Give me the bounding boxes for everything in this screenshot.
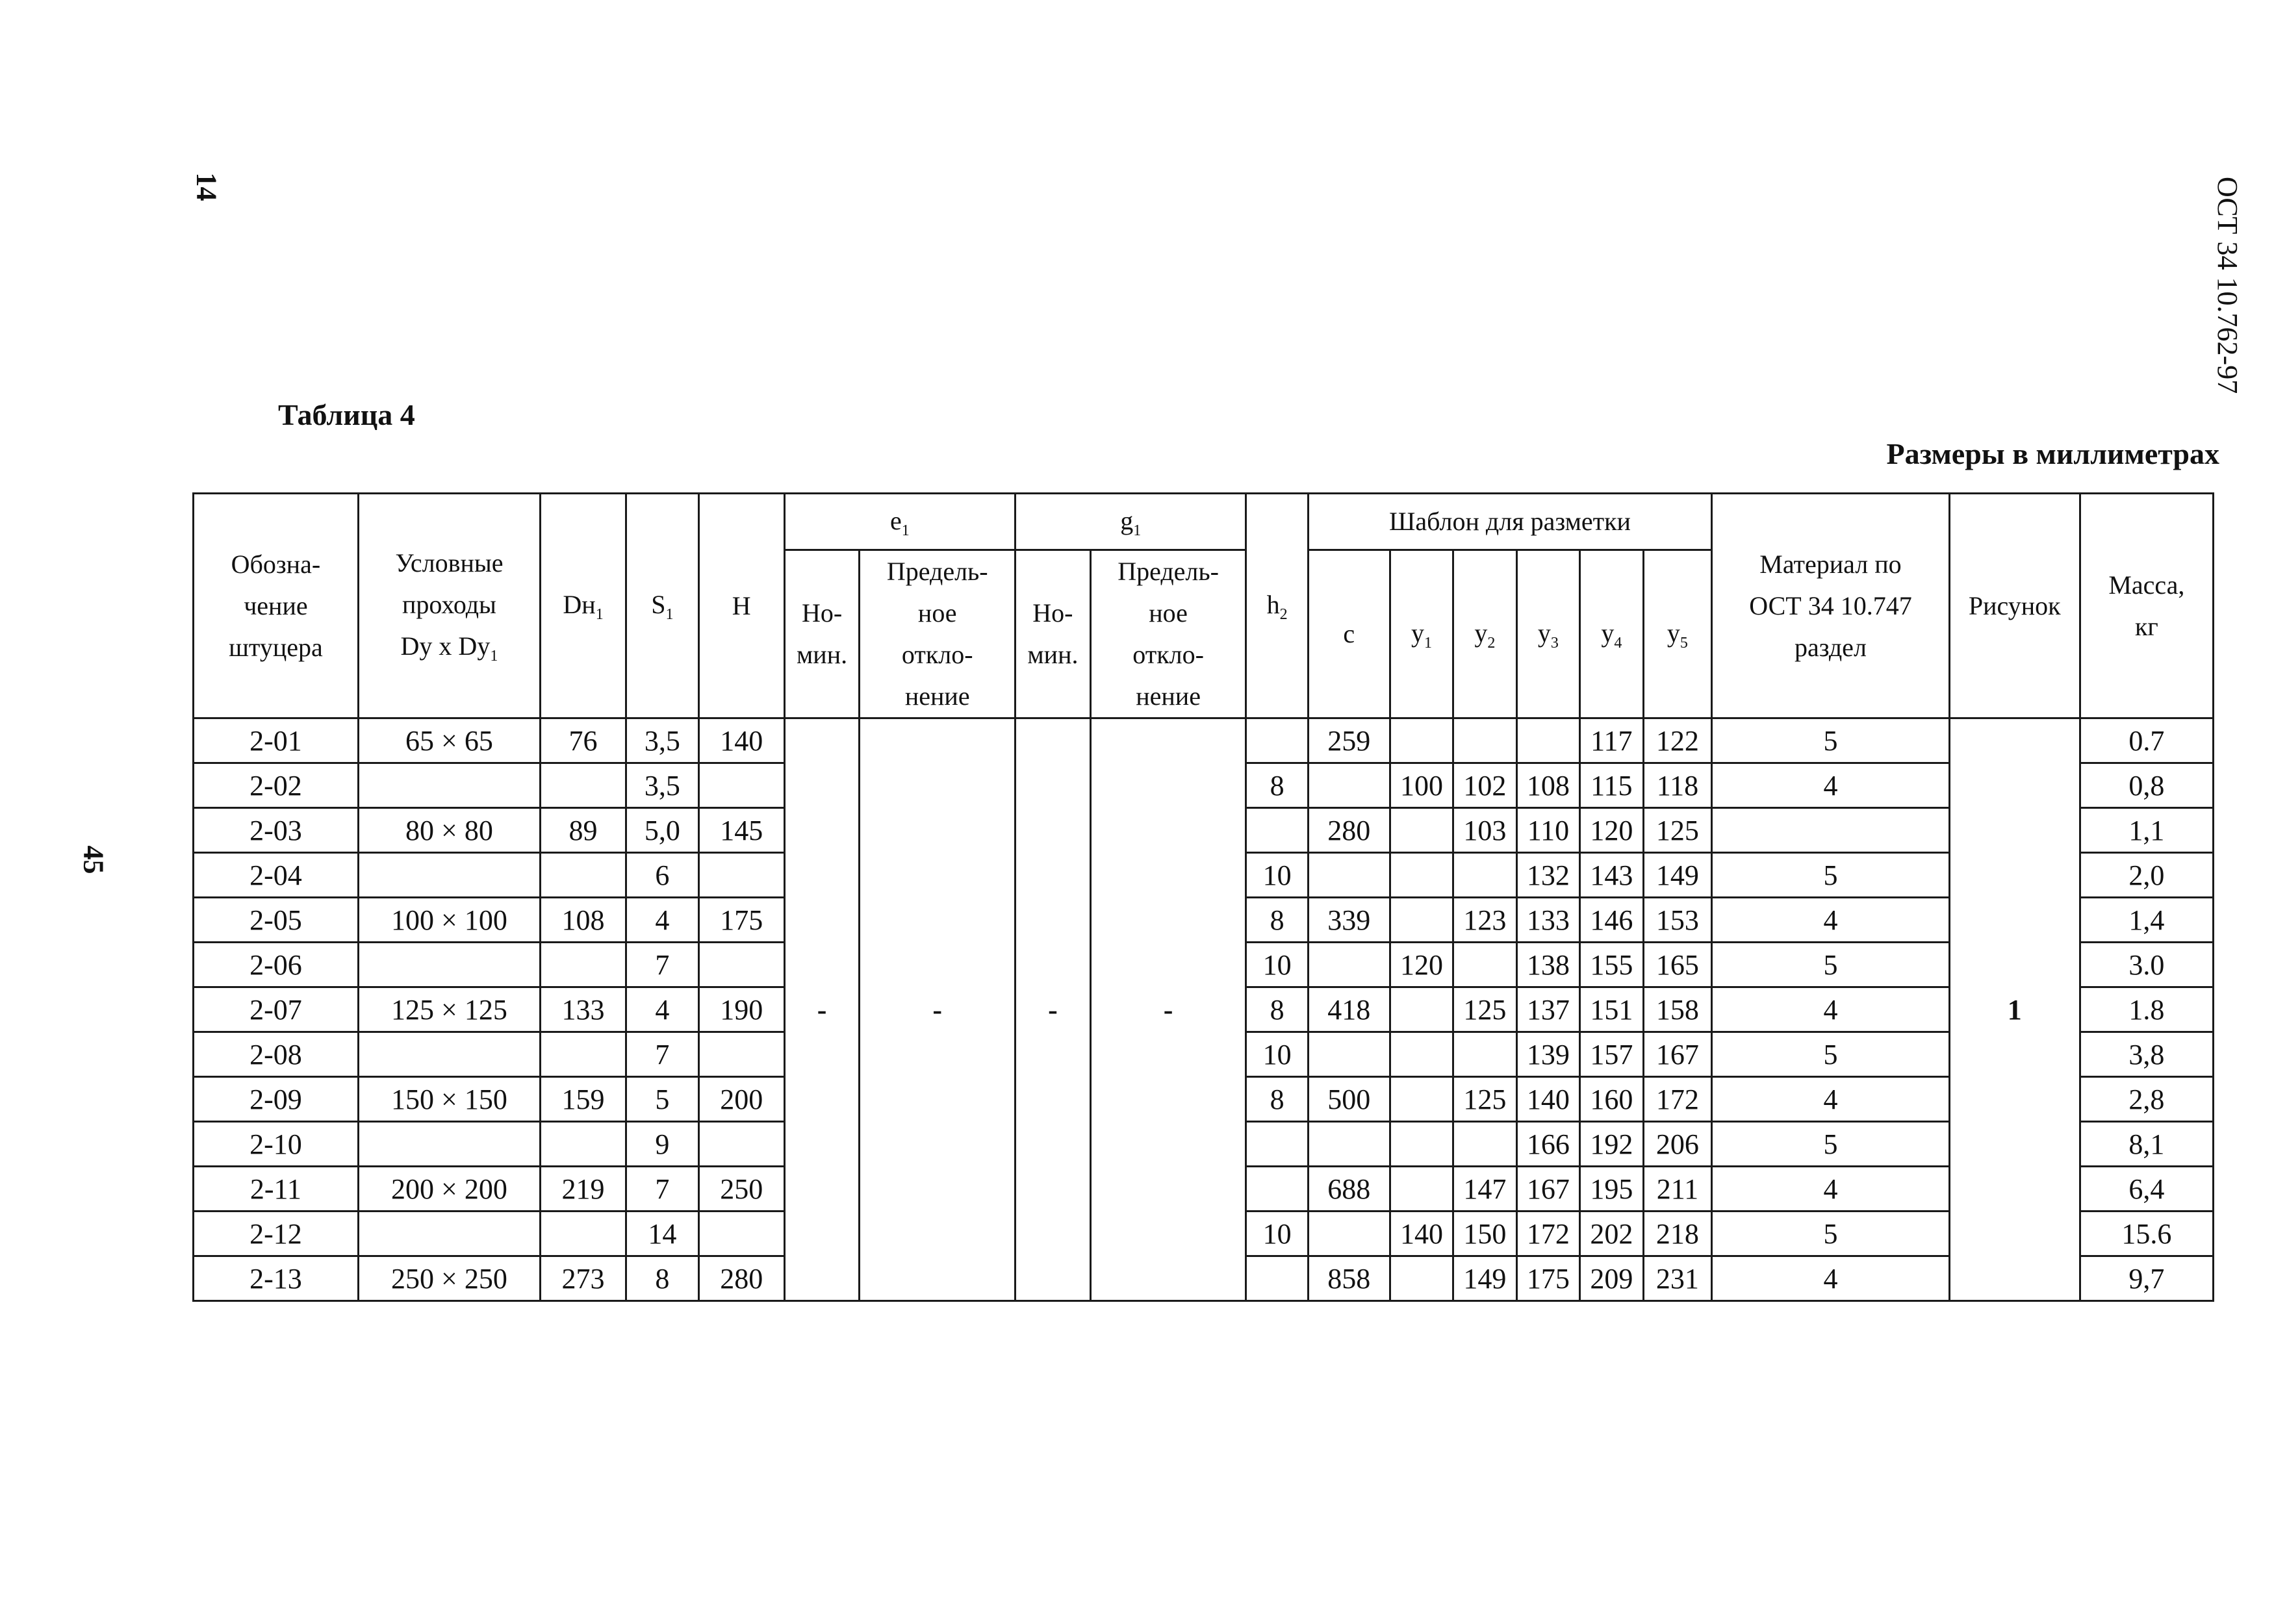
cell-h2: 8 <box>1246 987 1308 1032</box>
cell-mass: 3.0 <box>2080 943 2213 987</box>
cell-y1 <box>1390 1077 1453 1122</box>
cell-dn: 273 <box>541 1256 626 1301</box>
figure-number-cell: 1 <box>1949 718 2080 1301</box>
cell-y3: 108 <box>1516 763 1579 808</box>
cell-y5: 125 <box>1643 808 1712 853</box>
cell-dn <box>541 943 626 987</box>
cell-y5: 211 <box>1643 1167 1712 1212</box>
cell-mass: 1.8 <box>2080 987 2213 1032</box>
cell-dn: 76 <box>541 718 626 763</box>
cell-y4: 151 <box>1580 987 1643 1032</box>
cell-y4: 157 <box>1580 1032 1643 1077</box>
cell-y5: 118 <box>1643 763 1712 808</box>
cell-id: 2-02 <box>194 763 359 808</box>
cell-y1 <box>1390 1032 1453 1077</box>
cell-mat: 5 <box>1712 1122 1950 1167</box>
cell-dy: 150 × 150 <box>358 1077 540 1122</box>
cell-c <box>1308 853 1390 898</box>
header-e1: $e_1$ <box>784 494 1015 550</box>
cell-y3 <box>1516 718 1579 763</box>
cell-c: 339 <box>1308 898 1390 943</box>
cell-mass: 1,4 <box>2080 898 2213 943</box>
cell-c <box>1308 1212 1390 1256</box>
cell-s: 3,5 <box>626 763 699 808</box>
cell-y3: 110 <box>1516 808 1579 853</box>
cell-dn: 108 <box>541 898 626 943</box>
cell-y2 <box>1453 853 1516 898</box>
cell-y2 <box>1453 1032 1516 1077</box>
cell-dy: 65 × 65 <box>358 718 540 763</box>
cell-y1 <box>1390 898 1453 943</box>
cell-y1 <box>1390 1256 1453 1301</box>
cell-mat: 4 <box>1712 898 1950 943</box>
cell-h2 <box>1246 1122 1308 1167</box>
cell-id: 2-13 <box>194 1256 359 1301</box>
cell-h <box>698 1122 784 1167</box>
header-g1-nominal: Но- мин. <box>1016 550 1091 718</box>
cell-dy <box>358 853 540 898</box>
cell-mat: 5 <box>1712 1212 1950 1256</box>
cell-y1: 120 <box>1390 943 1453 987</box>
cell-s: 8 <box>626 1256 699 1301</box>
cell-h2: 8 <box>1246 763 1308 808</box>
header-s1: $S_1$ <box>626 494 699 718</box>
cell-dn <box>541 1122 626 1167</box>
cell-dn: 219 <box>541 1167 626 1212</box>
cell-y3: 175 <box>1516 1256 1579 1301</box>
cell-y2: 103 <box>1453 808 1516 853</box>
cell-y2: 102 <box>1453 763 1516 808</box>
cell-mass: 1,1 <box>2080 808 2213 853</box>
cell-y3: 167 <box>1516 1167 1579 1212</box>
cell-id: 2-07 <box>194 987 359 1032</box>
cell-dn <box>541 853 626 898</box>
cell-h <box>698 853 784 898</box>
cell-dy: 80 × 80 <box>358 808 540 853</box>
cell-h2 <box>1246 808 1308 853</box>
dash-cell: - <box>860 718 1016 1301</box>
cell-mat: 4 <box>1712 1256 1950 1301</box>
cell-mass: 2,0 <box>2080 853 2213 898</box>
header-c: c <box>1308 550 1390 718</box>
cell-y5: 231 <box>1643 1256 1712 1301</box>
cell-h2: 8 <box>1246 1077 1308 1122</box>
fittings-table <box>192 492 2214 1302</box>
cell-s: 5,0 <box>626 808 699 853</box>
cell-dn <box>541 763 626 808</box>
cell-c <box>1308 1122 1390 1167</box>
header-nominal-bore: Условные проходы Dy x $Dy_1$ <box>358 494 540 718</box>
cell-c: 280 <box>1308 808 1390 853</box>
cell-h2: 10 <box>1246 1212 1308 1256</box>
cell-s: 7 <box>626 1032 699 1077</box>
cell-h: 250 <box>698 1167 784 1212</box>
header-y3: $y_3$ <box>1516 550 1579 718</box>
header-designation: Обозна- чение штуцера <box>194 494 359 718</box>
header-template: Шаблон для разметки <box>1308 494 1711 550</box>
cell-dy: 125 × 125 <box>358 987 540 1032</box>
cell-dn: 89 <box>541 808 626 853</box>
cell-c: 259 <box>1308 718 1390 763</box>
cell-y3: 138 <box>1516 943 1579 987</box>
cell-y3: 166 <box>1516 1122 1579 1167</box>
cell-h2: 10 <box>1246 943 1308 987</box>
cell-y5: 153 <box>1643 898 1712 943</box>
cell-y2: 123 <box>1453 898 1516 943</box>
cell-h: 140 <box>698 718 784 763</box>
cell-y3: 140 <box>1516 1077 1579 1122</box>
cell-y4: 146 <box>1580 898 1643 943</box>
cell-dy <box>358 1122 540 1167</box>
cell-c <box>1308 943 1390 987</box>
header-y2: $y_2$ <box>1453 550 1516 718</box>
cell-mass: 6,4 <box>2080 1167 2213 1212</box>
cell-y1 <box>1390 853 1453 898</box>
cell-h2 <box>1246 1256 1308 1301</box>
cell-s: 7 <box>626 1167 699 1212</box>
cell-dn <box>541 1212 626 1256</box>
header-material: Материал по ОСТ 34 10.747 раздел <box>1712 494 1950 718</box>
cell-mat: 4 <box>1712 987 1950 1032</box>
header-h2: $h_2$ <box>1246 494 1308 718</box>
page-number-top: 14 <box>190 172 223 201</box>
cell-h: 145 <box>698 808 784 853</box>
cell-y4: 202 <box>1580 1212 1643 1256</box>
cell-id: 2-06 <box>194 943 359 987</box>
header-figure: Рисунок <box>1949 494 2080 718</box>
cell-id: 2-10 <box>194 1122 359 1167</box>
header-g1: $g_1$ <box>1016 494 1246 550</box>
cell-mass: 15.6 <box>2080 1212 2213 1256</box>
cell-y4: 192 <box>1580 1122 1643 1167</box>
dash-cell: - <box>1090 718 1246 1301</box>
cell-y5: 122 <box>1643 718 1712 763</box>
cell-id: 2-09 <box>194 1077 359 1122</box>
cell-mass: 2,8 <box>2080 1077 2213 1122</box>
cell-h: 190 <box>698 987 784 1032</box>
cell-mass: 3,8 <box>2080 1032 2213 1077</box>
cell-dy <box>358 943 540 987</box>
cell-id: 2-11 <box>194 1167 359 1212</box>
cell-y3: 133 <box>1516 898 1579 943</box>
cell-s: 3,5 <box>626 718 699 763</box>
cell-h <box>698 1212 784 1256</box>
cell-y1 <box>1390 1122 1453 1167</box>
header-y4: $y_4$ <box>1580 550 1643 718</box>
cell-h2: 10 <box>1246 1032 1308 1077</box>
header-mass: Масса, кг <box>2080 494 2213 718</box>
cell-s: 7 <box>626 943 699 987</box>
cell-dn: 159 <box>541 1077 626 1122</box>
cell-id: 2-12 <box>194 1212 359 1256</box>
cell-mat: 5 <box>1712 718 1950 763</box>
cell-h <box>698 763 784 808</box>
cell-y1: 100 <box>1390 763 1453 808</box>
cell-mat: 4 <box>1712 763 1950 808</box>
cell-dy: 250 × 250 <box>358 1256 540 1301</box>
cell-y4: 155 <box>1580 943 1643 987</box>
cell-id: 2-05 <box>194 898 359 943</box>
cell-y4: 120 <box>1580 808 1643 853</box>
cell-dy <box>358 1212 540 1256</box>
cell-mat: 4 <box>1712 1077 1950 1122</box>
cell-s: 4 <box>626 898 699 943</box>
table-body <box>194 718 2214 1301</box>
cell-h2 <box>1246 1167 1308 1212</box>
cell-c: 688 <box>1308 1167 1390 1212</box>
cell-y5: 172 <box>1643 1077 1712 1122</box>
cell-h: 175 <box>698 898 784 943</box>
page-number-middle: 45 <box>77 845 110 874</box>
document-code: ОСТ 34 10.762-97 <box>2212 177 2243 394</box>
cell-id: 2-01 <box>194 718 359 763</box>
cell-c <box>1308 763 1390 808</box>
cell-s: 5 <box>626 1077 699 1122</box>
dash-cell: - <box>1016 718 1091 1301</box>
header-h: H <box>698 494 784 718</box>
cell-dy: 200 × 200 <box>358 1167 540 1212</box>
cell-c <box>1308 1032 1390 1077</box>
cell-h: 280 <box>698 1256 784 1301</box>
cell-mat: 4 <box>1712 1167 1950 1212</box>
cell-s: 14 <box>626 1212 699 1256</box>
cell-y1: 140 <box>1390 1212 1453 1256</box>
cell-id: 2-04 <box>194 853 359 898</box>
cell-y5: 167 <box>1643 1032 1712 1077</box>
cell-mass: 9,7 <box>2080 1256 2213 1301</box>
cell-y1 <box>1390 808 1453 853</box>
cell-y5: 165 <box>1643 943 1712 987</box>
cell-y5: 218 <box>1643 1212 1712 1256</box>
cell-y2: 149 <box>1453 1256 1516 1301</box>
cell-y3: 132 <box>1516 853 1579 898</box>
cell-s: 6 <box>626 853 699 898</box>
cell-id: 2-03 <box>194 808 359 853</box>
cell-y5: 149 <box>1643 853 1712 898</box>
cell-y4: 209 <box>1580 1256 1643 1301</box>
cell-mat: 5 <box>1712 1032 1950 1077</box>
cell-h2: 8 <box>1246 898 1308 943</box>
cell-y1 <box>1390 718 1453 763</box>
cell-y4: 160 <box>1580 1077 1643 1122</box>
cell-y4: 195 <box>1580 1167 1643 1212</box>
cell-s: 4 <box>626 987 699 1032</box>
header-e1-deviation: Предель- ное откло- нение <box>860 550 1016 718</box>
cell-dn: 133 <box>541 987 626 1032</box>
cell-y2 <box>1453 943 1516 987</box>
cell-y3: 137 <box>1516 987 1579 1032</box>
header-y1: $y_1$ <box>1390 550 1453 718</box>
cell-y2: 125 <box>1453 987 1516 1032</box>
cell-c: 418 <box>1308 987 1390 1032</box>
cell-y3: 139 <box>1516 1032 1579 1077</box>
cell-y5: 158 <box>1643 987 1712 1032</box>
cell-y5: 206 <box>1643 1122 1712 1167</box>
cell-h <box>698 943 784 987</box>
cell-mass: 8,1 <box>2080 1122 2213 1167</box>
header-g1-deviation: Предель- ное откло- нение <box>1090 550 1246 718</box>
cell-dy <box>358 763 540 808</box>
dash-cell: - <box>784 718 860 1301</box>
cell-y4: 143 <box>1580 853 1643 898</box>
cell-y2: 125 <box>1453 1077 1516 1122</box>
cell-mass: 0,8 <box>2080 763 2213 808</box>
cell-mat: 5 <box>1712 853 1950 898</box>
cell-h: 200 <box>698 1077 784 1122</box>
header-e1-nominal: Но- мин. <box>784 550 860 718</box>
cell-mat <box>1712 808 1950 853</box>
units-caption: Размеры в миллиметрах <box>1886 437 2219 470</box>
cell-y2 <box>1453 1122 1516 1167</box>
header-dn1: $Dн_1$ <box>541 494 626 718</box>
cell-y1 <box>1390 987 1453 1032</box>
table-row <box>194 718 2214 763</box>
cell-s: 9 <box>626 1122 699 1167</box>
header-y5: $y_5$ <box>1643 550 1712 718</box>
cell-dn <box>541 1032 626 1077</box>
cell-y4: 115 <box>1580 763 1643 808</box>
table-title: Таблица 4 <box>278 398 415 431</box>
cell-y1 <box>1390 1167 1453 1212</box>
cell-y2: 147 <box>1453 1167 1516 1212</box>
cell-id: 2-08 <box>194 1032 359 1077</box>
cell-dy <box>358 1032 540 1077</box>
cell-y2 <box>1453 718 1516 763</box>
cell-y2: 150 <box>1453 1212 1516 1256</box>
cell-y3: 172 <box>1516 1212 1579 1256</box>
cell-h2 <box>1246 718 1308 763</box>
cell-h <box>698 1032 784 1077</box>
cell-h2: 10 <box>1246 853 1308 898</box>
cell-y4: 117 <box>1580 718 1643 763</box>
cell-mass: 0.7 <box>2080 718 2213 763</box>
cell-c: 500 <box>1308 1077 1390 1122</box>
cell-mat: 5 <box>1712 943 1950 987</box>
cell-dy: 100 × 100 <box>358 898 540 943</box>
cell-c: 858 <box>1308 1256 1390 1301</box>
